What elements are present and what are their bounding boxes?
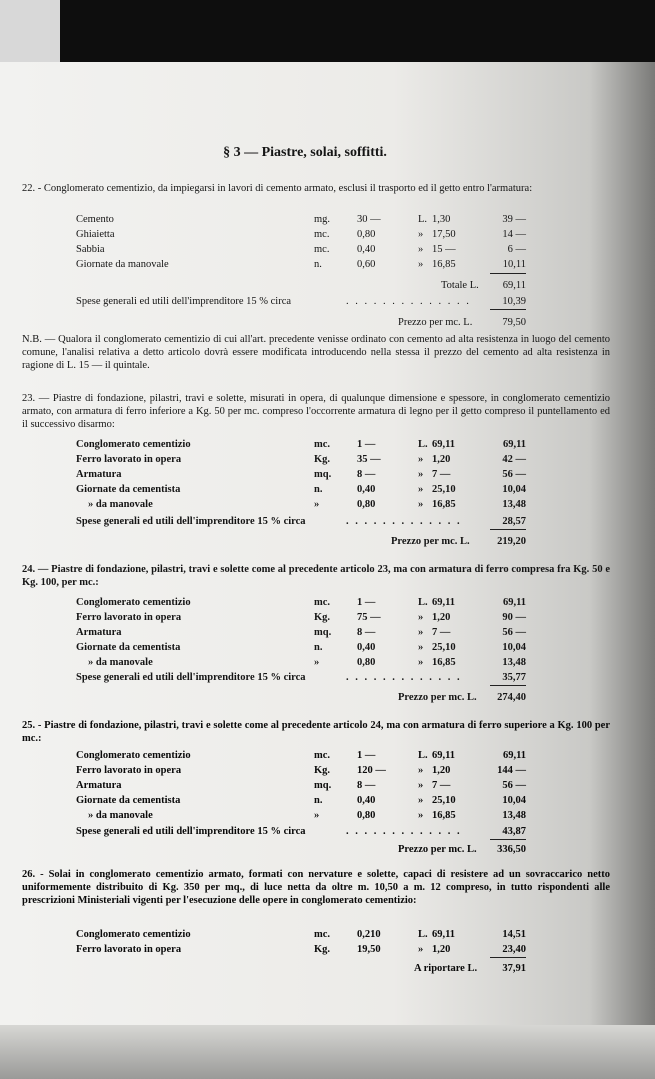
price-label: Prezzo per mc. L. — [391, 536, 470, 547]
item-unit: mc. — [314, 597, 331, 608]
item-qty: 0,210 — [357, 929, 381, 940]
item-qty: 120 — — [357, 765, 386, 776]
overhead-label: Spese generali ed utili dell'imprenditore 15 % circa — [76, 516, 306, 527]
item-qty: 1 — — [357, 597, 376, 608]
article-22-intro: 22. - Conglomerato cementizio, da impiegarsi in lavori di cemento armato, esclusi il trasporto ed il getto entro l'armatura: — [22, 183, 533, 194]
item-amount: 90 — — [502, 612, 526, 623]
item-name: Conglomerato cementizio — [76, 597, 191, 608]
item-qty: 1 — — [357, 750, 376, 761]
item-price: 7 — — [432, 469, 451, 480]
item-currency: » — [418, 229, 424, 240]
item-unit: mc. — [314, 244, 330, 255]
item-unit: » — [314, 810, 320, 821]
table-row — [76, 656, 526, 669]
item-amount: 56 — — [502, 469, 526, 480]
item-qty: 19,50 — [357, 944, 381, 955]
item-amount: 13,48 — [502, 657, 526, 668]
item-unit: n. — [314, 795, 323, 806]
table-row — [76, 928, 526, 941]
item-qty: 0,40 — [357, 244, 376, 255]
item-unit: mq. — [314, 780, 332, 791]
item-name: » da manovale — [88, 499, 153, 510]
item-currency: » — [418, 780, 424, 791]
item-amount: 56 — — [502, 627, 526, 638]
item-currency: » — [418, 642, 424, 653]
item-currency: L. — [418, 214, 428, 225]
item-name: Armatura — [76, 627, 122, 638]
price-label: Prezzo per mc. L. — [398, 692, 477, 703]
item-amount: 23,40 — [502, 944, 526, 955]
item-currency: » — [418, 810, 424, 821]
table-row — [76, 749, 526, 762]
item-unit: Kg. — [314, 765, 331, 776]
sum-rule — [490, 957, 526, 958]
item-currency: » — [418, 795, 424, 806]
item-qty: 8 — — [357, 627, 376, 638]
table-row — [76, 626, 526, 639]
carry-forward-label: A riportare L. — [414, 963, 478, 974]
item-unit: n. — [314, 484, 323, 495]
item-name: Cemento — [76, 214, 114, 225]
item-amount: 10,11 — [502, 259, 526, 270]
article-26-intro: 26. - Solai in conglomerato cementizio armato, formati con nervature e solette, capaci di resistere ad un sovraccarico netto uniformemente distribuito di Kg. 350 per mq., di luce netta da oltre m. 10,50 a m. 12 compreso, in tutto rispondenti alle prescrizioni Ministeriali vigenti per l'esecuzione delle opere in conglomerato cementizio: — [22, 869, 610, 906]
dot-leader: . . . . . . . . . . . . . — [346, 516, 462, 527]
item-price: 17,50 — [432, 229, 456, 240]
item-unit: mc. — [314, 229, 330, 240]
item-name: Sabbia — [76, 244, 105, 255]
item-unit: Kg. — [314, 944, 331, 955]
overhead-amount: 10,39 — [502, 296, 526, 307]
table-row — [76, 453, 526, 466]
item-price: 16,85 — [432, 499, 456, 510]
item-amount: 10,04 — [502, 484, 526, 495]
item-name: Ferro lavorato in opera — [76, 454, 182, 465]
overhead-amount: 35,77 — [502, 672, 526, 683]
item-qty: 0,80 — [357, 657, 376, 668]
item-amount: 10,04 — [502, 795, 526, 806]
item-name: Giornate da cementista — [76, 484, 181, 495]
item-name: » da manovale — [88, 657, 153, 668]
item-qty: 0,80 — [357, 499, 376, 510]
dot-leader: . . . . . . . . . . . . . — [346, 826, 462, 837]
item-unit: mc. — [314, 929, 331, 940]
table-row — [76, 809, 526, 822]
item-amount: 13,48 — [502, 810, 526, 821]
item-unit: n. — [314, 642, 323, 653]
item-qty: 35 — — [357, 454, 381, 465]
item-price: 1,30 — [432, 214, 451, 225]
item-price: 69,11 — [432, 929, 456, 940]
item-price: 16,85 — [432, 259, 456, 270]
item-unit: Kg. — [314, 454, 331, 465]
article-25-intro: 25. - Piastre di fondazione, pilastri, travi e solette come al precedente articolo 24, ma con armatura di ferro superiore a Kg. 100 per mc.: — [22, 720, 610, 744]
item-amount: 39 — — [502, 214, 526, 225]
item-qty: 0,80 — [357, 810, 376, 821]
item-price: 1,20 — [432, 765, 451, 776]
item-qty: 75 — — [357, 612, 381, 623]
price-amount: 274,40 — [497, 692, 526, 703]
item-unit: mc. — [314, 750, 331, 761]
price-label: Prezzo per mc. L. — [398, 317, 473, 328]
item-unit: mc. — [314, 439, 331, 450]
article-22-note: N.B. — Qualora il conglomerato cementizio di cui all'art. precedente venisse ordinato con cemento ad alta resistenza in luogo del cemento comune, l'analisi relativa a detto articolo dovrà essere modificata introducendo nella stessa il prezzo del cemento ad alta resistenza in ragione di L. 15 — il quintale. — [22, 334, 610, 371]
item-amount: 14 — — [502, 229, 526, 240]
item-unit: » — [314, 657, 320, 668]
table-row — [76, 438, 526, 451]
item-amount: 13,48 — [502, 499, 526, 510]
item-currency: L. — [418, 439, 428, 450]
item-price: 16,85 — [432, 657, 456, 668]
item-currency: » — [418, 244, 424, 255]
item-amount: 6 — — [507, 244, 526, 255]
item-name: Giornate da manovale — [76, 259, 169, 270]
table-row — [76, 228, 526, 241]
dot-leader: . . . . . . . . . . . . . — [346, 672, 462, 683]
item-price: 7 — — [432, 780, 451, 791]
article-24-intro: 24. — Piastre di fondazione, pilastri, travi e solette come al precedente articolo 23, ma con armatura di ferro compresa fra Kg. 50 e Kg. 100, per mc.: — [22, 564, 610, 588]
item-name: Conglomerato cementizio — [76, 750, 191, 761]
item-currency: » — [418, 259, 424, 270]
item-name: » da manovale — [88, 810, 153, 821]
item-amount: 144 — — [497, 765, 526, 776]
item-qty: 8 — — [357, 469, 376, 480]
sum-rule — [490, 685, 526, 686]
item-amount: 69,11 — [502, 439, 526, 450]
table-row — [76, 641, 526, 654]
table-row — [76, 213, 526, 226]
item-price: 69,11 — [432, 597, 456, 608]
item-qty: 0,40 — [357, 642, 376, 653]
item-currency: » — [418, 944, 424, 955]
price-amount: 79,50 — [502, 317, 526, 328]
price-amount: 219,20 — [497, 536, 526, 547]
price-label: Prezzo per mc. L. — [398, 844, 477, 855]
item-currency: » — [418, 484, 424, 495]
dot-leader: . . . . . . . . . . . . . . — [346, 296, 471, 307]
item-qty: 0,40 — [357, 484, 376, 495]
item-qty: 8 — — [357, 780, 376, 791]
carry-forward-amount: 37,91 — [502, 963, 526, 974]
item-amount: 56 — — [502, 780, 526, 791]
item-name: Giornate da cementista — [76, 795, 181, 806]
overhead-label: Spese generali ed utili dell'imprenditore 15 % circa — [76, 296, 292, 307]
table-row — [76, 764, 526, 777]
item-price: 25,10 — [432, 484, 456, 495]
sum-rule — [490, 273, 526, 274]
item-unit: mq. — [314, 469, 332, 480]
article-23-intro: 23. — Piastre di fondazione, pilastri, travi e solette, misurati in opera, di qualunque dimensione e spessore, in conglomerato cementizio armato, con armatura di ferro inferiore a Kg. 50 per mc. compreso l'occorrente armatura di legno per il getto compreso il puntellamento ed il successivo disarmo: — [22, 393, 610, 430]
total-amount: 69,11 — [502, 280, 526, 291]
item-unit: Kg. — [314, 612, 331, 623]
table-row — [76, 779, 526, 792]
item-amount: 69,11 — [502, 750, 526, 761]
item-name: Ferro lavorato in opera — [76, 612, 182, 623]
table-row — [76, 498, 526, 511]
item-qty: 30 — — [357, 214, 381, 225]
overhead-label: Spese generali ed utili dell'imprenditore 15 % circa — [76, 826, 306, 837]
sum-rule — [490, 839, 526, 840]
item-currency: » — [418, 499, 424, 510]
item-currency: » — [418, 627, 424, 638]
item-price: 7 — — [432, 627, 451, 638]
table-row — [76, 243, 526, 256]
item-name: Ferro lavorato in opera — [76, 944, 182, 955]
sum-rule — [490, 309, 526, 310]
item-name: Conglomerato cementizio — [76, 929, 191, 940]
item-name: Armatura — [76, 780, 122, 791]
overhead-label: Spese generali ed utili dell'imprenditore 15 % circa — [76, 672, 306, 683]
item-currency: » — [418, 657, 424, 668]
total-label: Totale L. — [441, 280, 479, 291]
item-currency: » — [418, 612, 424, 623]
item-qty: 0,40 — [357, 795, 376, 806]
item-unit: mq. — [314, 627, 332, 638]
table-row — [76, 611, 526, 624]
item-unit: n. — [314, 259, 322, 270]
item-price: 1,20 — [432, 612, 451, 623]
section-heading: § 3 — Piastre, solai, soffitti. — [223, 145, 387, 160]
item-amount: 42 — — [502, 454, 526, 465]
item-currency: » — [418, 454, 424, 465]
item-price: 15 — — [432, 244, 456, 255]
item-currency: » — [418, 765, 424, 776]
item-unit: mg. — [314, 214, 331, 225]
item-amount: 14,51 — [502, 929, 526, 940]
item-amount: 10,04 — [502, 642, 526, 653]
item-qty: 0,80 — [357, 229, 376, 240]
item-price: 1,20 — [432, 454, 451, 465]
item-name: Conglomerato cementizio — [76, 439, 191, 450]
sum-rule — [490, 529, 526, 530]
item-name: Ghiaietta — [76, 229, 115, 240]
item-name: Armatura — [76, 469, 122, 480]
item-currency: L. — [418, 929, 428, 940]
item-currency: » — [418, 469, 424, 480]
item-name: Giornate da cementista — [76, 642, 181, 653]
table-row — [76, 258, 526, 271]
item-unit: » — [314, 499, 320, 510]
price-amount: 336,50 — [497, 844, 526, 855]
table-row — [76, 468, 526, 481]
item-price: 1,20 — [432, 944, 451, 955]
item-currency: L. — [418, 597, 428, 608]
item-amount: 69,11 — [502, 597, 526, 608]
item-price: 25,10 — [432, 795, 456, 806]
item-price: 25,10 — [432, 642, 456, 653]
item-price: 69,11 — [432, 439, 456, 450]
item-price: 69,11 — [432, 750, 456, 761]
table-row — [76, 596, 526, 609]
item-qty: 0,60 — [357, 259, 376, 270]
item-price: 16,85 — [432, 810, 456, 821]
item-name: Ferro lavorato in opera — [76, 765, 182, 776]
overhead-amount: 28,57 — [502, 516, 526, 527]
table-row — [76, 483, 526, 496]
item-qty: 1 — — [357, 439, 376, 450]
item-currency: L. — [418, 750, 428, 761]
table-row — [76, 794, 526, 807]
overhead-amount: 43,87 — [502, 826, 526, 837]
table-row — [76, 943, 526, 956]
